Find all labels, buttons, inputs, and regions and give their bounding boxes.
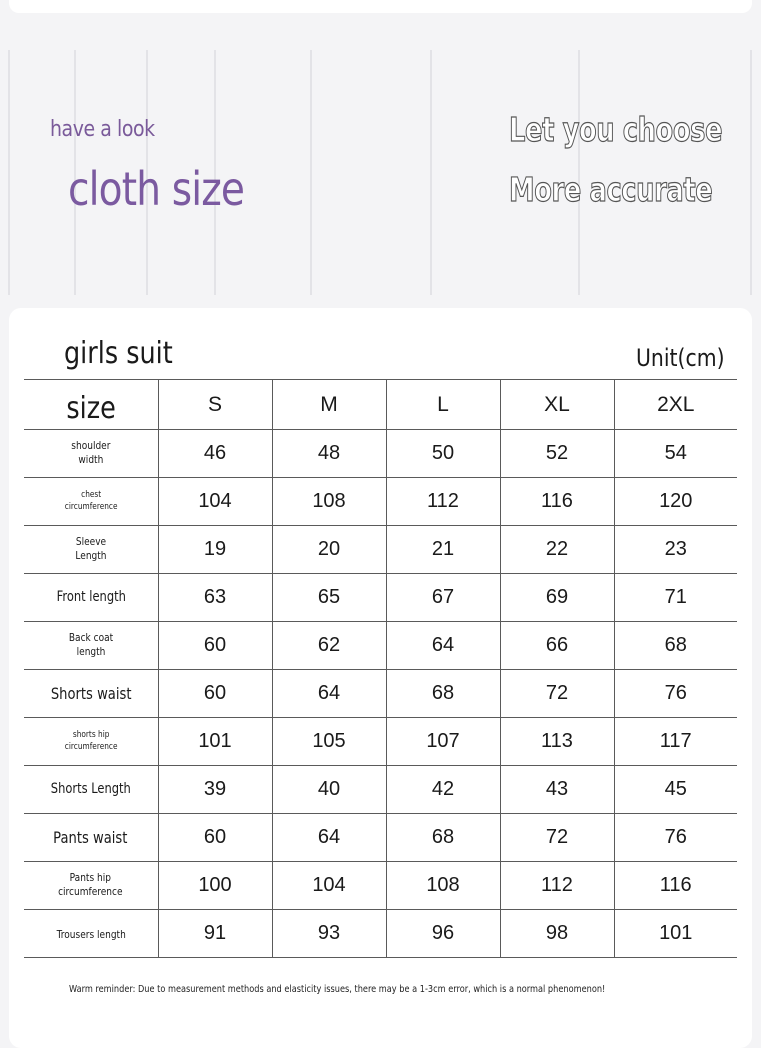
- table-cell: [614, 862, 737, 910]
- cell-value: 52: [545, 442, 569, 464]
- header-col-xl: [500, 380, 614, 430]
- table-cell: [272, 478, 386, 526]
- table-cell: [500, 910, 614, 958]
- row-label: Shorts waist: [50, 683, 132, 703]
- cell-value: 116: [541, 490, 573, 512]
- table-row: [24, 910, 737, 958]
- banner-subtitle: have a look: [50, 117, 155, 142]
- header-col-label: 2XL: [657, 392, 695, 416]
- table-cell: [158, 862, 272, 910]
- cell-value: 69: [545, 586, 569, 608]
- table-row: [24, 718, 737, 766]
- table-cell: [158, 478, 272, 526]
- cell-value: 68: [664, 634, 687, 656]
- table-cell: [272, 526, 386, 574]
- cell-value: 20: [317, 538, 341, 560]
- row-label-cell: [24, 430, 158, 478]
- table-header-row: [24, 380, 737, 430]
- cell-value: 19: [203, 538, 227, 560]
- banner-divider: [8, 50, 10, 295]
- table-cell: [386, 526, 500, 574]
- table-cell: [500, 478, 614, 526]
- header-col-label: S: [207, 392, 222, 416]
- table-row: [24, 430, 737, 478]
- table-cell: [272, 814, 386, 862]
- cell-value: 60: [203, 826, 227, 848]
- cell-value: 21: [431, 538, 455, 560]
- table-cell: [614, 910, 737, 958]
- header-col-m: [272, 380, 386, 430]
- table-cell: [272, 430, 386, 478]
- warm-reminder-note: Warm reminder: Due to measurement methods and elasticity issues, there may be a 1-3cm error, which is a normal phenomenon!: [69, 984, 606, 995]
- banner-divider: [310, 50, 312, 295]
- table-cell: [614, 670, 737, 718]
- cell-value: 46: [203, 442, 227, 464]
- table-cell: [614, 526, 737, 574]
- table-row: [24, 526, 737, 574]
- cell-value: 48: [317, 442, 341, 464]
- row-label: chest circumference: [64, 489, 118, 513]
- table-cell: [158, 814, 272, 862]
- cell-value: 72: [545, 682, 569, 704]
- cell-value: 91: [203, 922, 227, 944]
- table-cell: [272, 670, 386, 718]
- cell-value: 39: [203, 778, 227, 800]
- table-row: [24, 478, 737, 526]
- table-cell: [272, 766, 386, 814]
- table-row: [24, 862, 737, 910]
- table-cell: [386, 622, 500, 670]
- row-label: Pants waist: [53, 827, 128, 847]
- table-row: [24, 670, 737, 718]
- header-col-label: XL: [544, 392, 570, 416]
- row-label: shorts hip circumference: [64, 729, 118, 753]
- cell-value: 72: [545, 826, 569, 848]
- table-cell: [386, 670, 500, 718]
- table-title: girls suit: [64, 336, 173, 371]
- cell-value: 40: [317, 778, 341, 800]
- row-label-cell: [24, 862, 158, 910]
- cell-value: 116: [659, 874, 692, 896]
- cell-value: 42: [431, 778, 455, 800]
- table-cell: [272, 910, 386, 958]
- row-label: Shorts Length: [50, 781, 131, 798]
- cell-value: 104: [312, 874, 346, 896]
- cell-value: 50: [431, 442, 455, 464]
- table-row: [24, 814, 737, 862]
- cell-value: 76: [664, 826, 687, 848]
- header-size-label: size: [66, 391, 116, 426]
- row-label: Front length: [56, 589, 126, 606]
- cell-value: 67: [431, 586, 455, 608]
- header-col-l: [386, 380, 500, 430]
- table-row: [24, 622, 737, 670]
- table-row: [24, 766, 737, 814]
- table-cell: [614, 814, 737, 862]
- cell-value: 64: [317, 682, 341, 704]
- table-cell: [500, 766, 614, 814]
- cell-value: 113: [541, 730, 573, 752]
- cell-value: 98: [545, 922, 569, 944]
- size-table: [24, 379, 737, 958]
- table-cell: [614, 574, 737, 622]
- header-col-s: [158, 380, 272, 430]
- banner-divider: [750, 50, 752, 295]
- cell-value: 104: [198, 490, 232, 512]
- table-cell: [386, 430, 500, 478]
- header-col-label: L: [437, 392, 449, 416]
- cell-value: 96: [431, 922, 455, 944]
- row-label: Trousers length: [56, 927, 126, 941]
- cell-value: 62: [317, 634, 341, 656]
- cell-value: 64: [317, 826, 341, 848]
- table-cell: [386, 478, 500, 526]
- row-label-cell: [24, 670, 158, 718]
- cell-value: 93: [317, 922, 341, 944]
- table-cell: [500, 622, 614, 670]
- cell-value: 54: [664, 442, 687, 464]
- table-cell: [158, 622, 272, 670]
- banner-divider: [430, 50, 432, 295]
- table-cell: [500, 430, 614, 478]
- cell-value: 60: [203, 682, 227, 704]
- table-cell: [386, 862, 500, 910]
- table-cell: [500, 862, 614, 910]
- cell-value: 66: [545, 634, 569, 656]
- header-col-2xl: [614, 380, 737, 430]
- cell-value: 45: [664, 778, 687, 800]
- top-card: [9, 0, 752, 13]
- cell-value: 100: [198, 874, 232, 896]
- table-cell: [386, 814, 500, 862]
- table-cell: [386, 718, 500, 766]
- row-label: Back coat length: [68, 630, 113, 659]
- table-cell: [500, 814, 614, 862]
- table-cell: [386, 766, 500, 814]
- cell-value: 60: [203, 634, 227, 656]
- table-cell: [614, 766, 737, 814]
- header-col-label: M: [320, 392, 338, 416]
- banner-tagline-1: Let you choose: [509, 110, 723, 149]
- table-cell: [158, 910, 272, 958]
- cell-value: 112: [541, 874, 573, 896]
- cell-value: 68: [431, 682, 455, 704]
- table-cell: [614, 430, 737, 478]
- cell-value: 43: [545, 778, 569, 800]
- table-cell: [272, 718, 386, 766]
- table-cell: [272, 574, 386, 622]
- table-cell: [386, 910, 500, 958]
- table-cell: [158, 670, 272, 718]
- table-cell: [158, 766, 272, 814]
- row-label-cell: [24, 478, 158, 526]
- cell-value: 64: [431, 634, 455, 656]
- table-row: [24, 574, 737, 622]
- cell-value: 101: [659, 922, 693, 944]
- cell-value: 107: [426, 730, 460, 752]
- cell-value: 101: [198, 730, 232, 752]
- cell-value: 65: [317, 586, 341, 608]
- table-cell: [158, 574, 272, 622]
- cell-value: 22: [545, 538, 569, 560]
- unit-label: Unit(cm): [636, 344, 725, 372]
- row-label-cell: [24, 526, 158, 574]
- table-cell: [158, 526, 272, 574]
- row-label: Pants hip circumference: [58, 870, 123, 899]
- table-cell: [500, 670, 614, 718]
- cell-value: 63: [203, 586, 227, 608]
- table-cell: [272, 862, 386, 910]
- table-cell: [272, 622, 386, 670]
- cell-value: 71: [664, 586, 687, 608]
- cell-value: 120: [659, 490, 693, 512]
- cell-value: 108: [312, 490, 346, 512]
- cell-value: 117: [659, 730, 692, 752]
- banner-tagline-2: More accurate: [509, 170, 713, 209]
- table-cell: [500, 718, 614, 766]
- table-cell: [500, 526, 614, 574]
- cell-value: 76: [664, 682, 687, 704]
- table-cell: [614, 478, 737, 526]
- row-label: shoulder width: [71, 438, 111, 467]
- cell-value: 108: [426, 874, 460, 896]
- cell-value: 23: [664, 538, 687, 560]
- row-label-cell: [24, 910, 158, 958]
- banner-title: cloth size: [68, 162, 245, 216]
- table-cell: [386, 574, 500, 622]
- table-cell: [158, 430, 272, 478]
- table-cell: [614, 718, 737, 766]
- row-label-cell: [24, 766, 158, 814]
- row-label-cell: [24, 814, 158, 862]
- table-cell: [158, 718, 272, 766]
- cell-value: 112: [427, 490, 459, 512]
- table-cell: [500, 574, 614, 622]
- row-label-cell: [24, 718, 158, 766]
- row-label: Sleeve Length: [75, 534, 107, 563]
- cell-value: 68: [431, 826, 455, 848]
- cell-value: 105: [312, 730, 346, 752]
- row-label-cell: [24, 622, 158, 670]
- row-label-cell: [24, 574, 158, 622]
- table-cell: [614, 622, 737, 670]
- header-size-cell: [24, 380, 158, 430]
